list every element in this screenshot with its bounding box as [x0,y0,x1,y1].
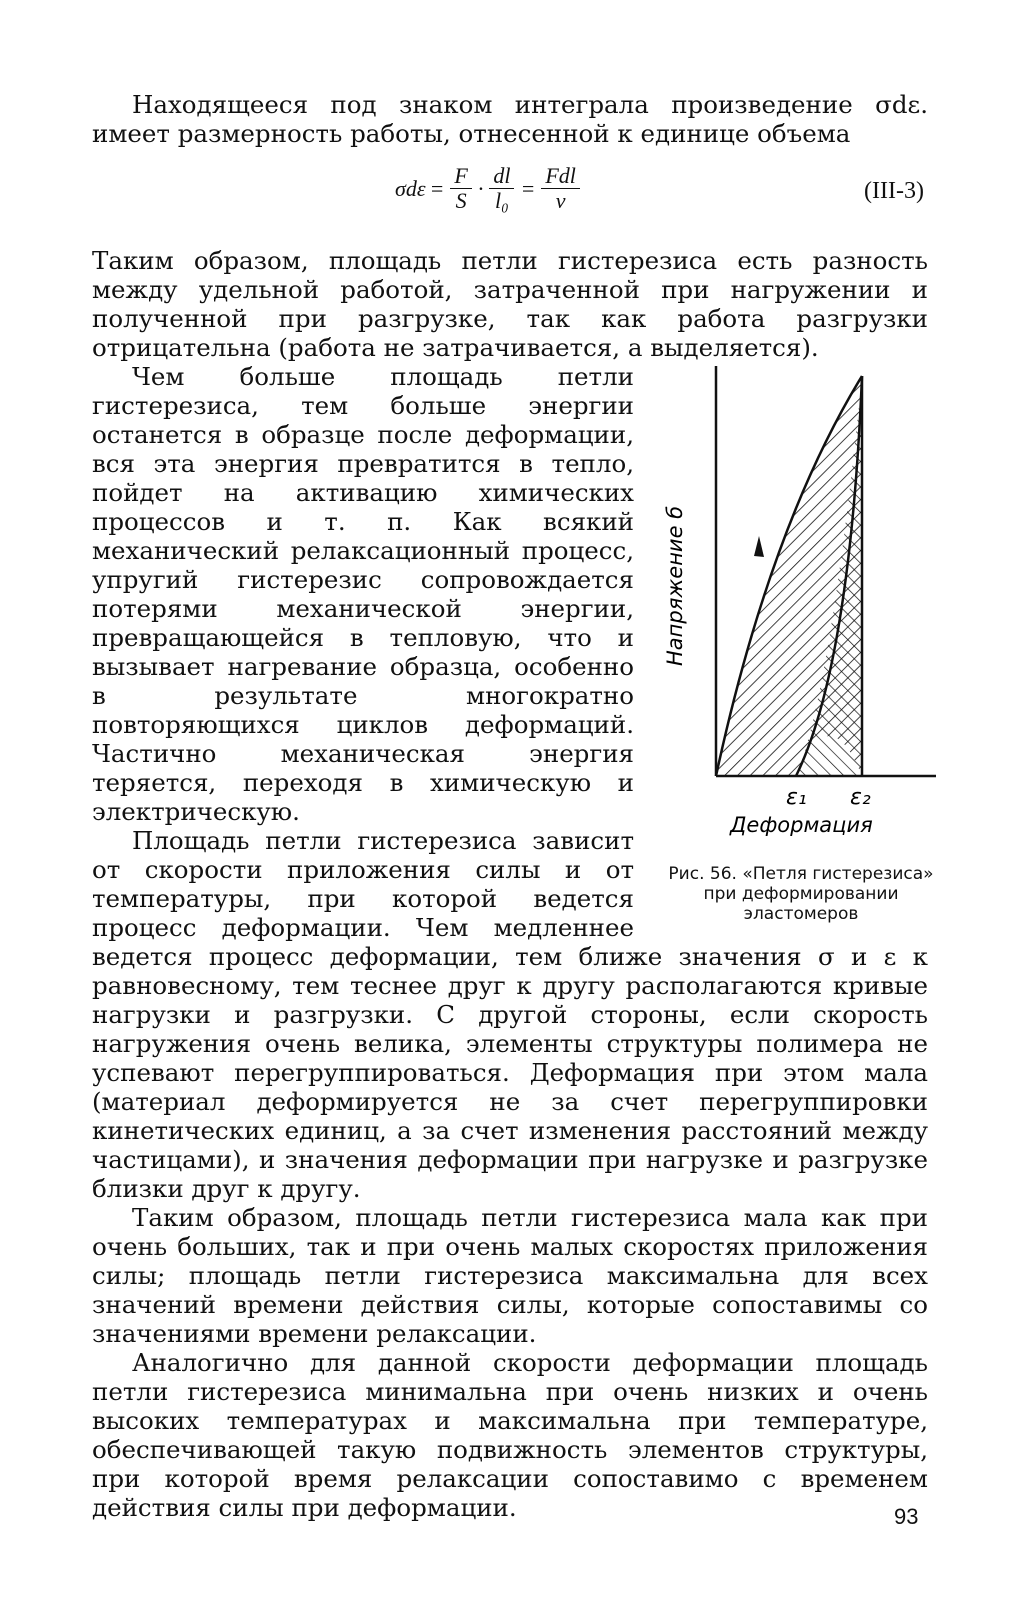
formula-lhs: σdε [395,176,426,201]
fraction-denominator: l₀ [495,188,509,213]
paragraph-4: Площадь петли гистерезиса зависит от скорости приложения силы и от температуры, при которой ведется процесс деформации. Чем медленнее ведется процесс деформации, тем ближе значения σ и ε к равновесному, тем теснее друг к другу располагаются кривые нагрузки и разгрузки. С другой стороны, если скорость нагружения очень велика, элементы структуры полимера не успевают перегруппироваться. Деформация при этом мала (материал деформируется не за счет перегруппировки кинетических единиц, а за счет изменения расстояний между частицами), и значения деформации при нагрузке и разгрузке близки друг к другу. [92,826,928,1203]
fraction-denominator: v [555,188,566,213]
page-number: 93 [894,1504,919,1529]
formula-expression [395,164,582,213]
formula-eq-1: = [429,176,445,201]
fraction-f-over-s [450,164,471,213]
equation-number: (III-3) [864,177,924,204]
formula-iii-3 [92,156,928,226]
hysteresis-loop-diagram [650,366,936,836]
fraction-fdl-over-v [541,164,580,213]
fraction-denominator: S [455,188,467,213]
paragraph-2: Таким образом, площадь петли гистерезиса есть разность между удельной работой, затраченной при нагружении и полученной при разгрузке, так как работа разгрузки отрицательна (работа не затрачивается, а выделяется). [92,246,928,362]
figure-caption: Рис. 56. «Петля гистерезиса» при деформировании эластомеров [668,864,934,924]
formula-eq-2: = [520,176,536,201]
fraction-numerator: Fdl [541,164,580,189]
fraction-numerator: dl [489,164,514,189]
tick-epsilon-2: ε₂ [850,785,871,810]
fraction-numerator: F [450,164,471,189]
page-body [92,90,934,1522]
paragraph-6: Аналогично для данной скорости деформации площадь петли гистерезиса минимальна при очень низких и очень высоких температурах и максимальна при температуре, обеспечивающей такую подвижность элементов структуры, при которой время релаксации сопоставимо с временем действия силы при деформации. [92,1348,928,1522]
paragraph-5: Таким образом, площадь петли гистерезиса мала как при очень больших, так и при очень малых скоростях приложения силы; площадь петли гистерезиса максимальна для всех значений времени действия силы, которые сопоставимы со значениями времени релаксации. [92,1203,928,1348]
x-axis-label: Деформация [730,813,873,836]
hysteresis-figure [650,366,936,924]
y-axis-label: Напряжение б [663,505,687,666]
formula-dot: · [477,176,484,201]
tick-epsilon-1: ε₁ [786,785,807,810]
loading-arrow-icon [754,536,764,557]
paragraph-3: Чем больше площадь петли гистерезиса, тем больше энергии останется в образце после деформации, вся эта энергия превратится в тепло, пойдет на активацию химических процессов и т. п. Как всякий механический релаксационный процесс, упругий гистерезис сопровождается потерями механической энергии, превращающейся в тепловую, что и вызывает нагревание образца, особенно в результате многократно повторяющихся циклов деформаций. Частично механическая энергия теряется, переходя в химическую и электрическую. [92,362,634,826]
paragraph-1: Находящееся под знаком интеграла произведение σdε. имеет размерность работы, отнесенной к единице объема [92,90,928,148]
fraction-dl-over-l0 [489,164,514,213]
